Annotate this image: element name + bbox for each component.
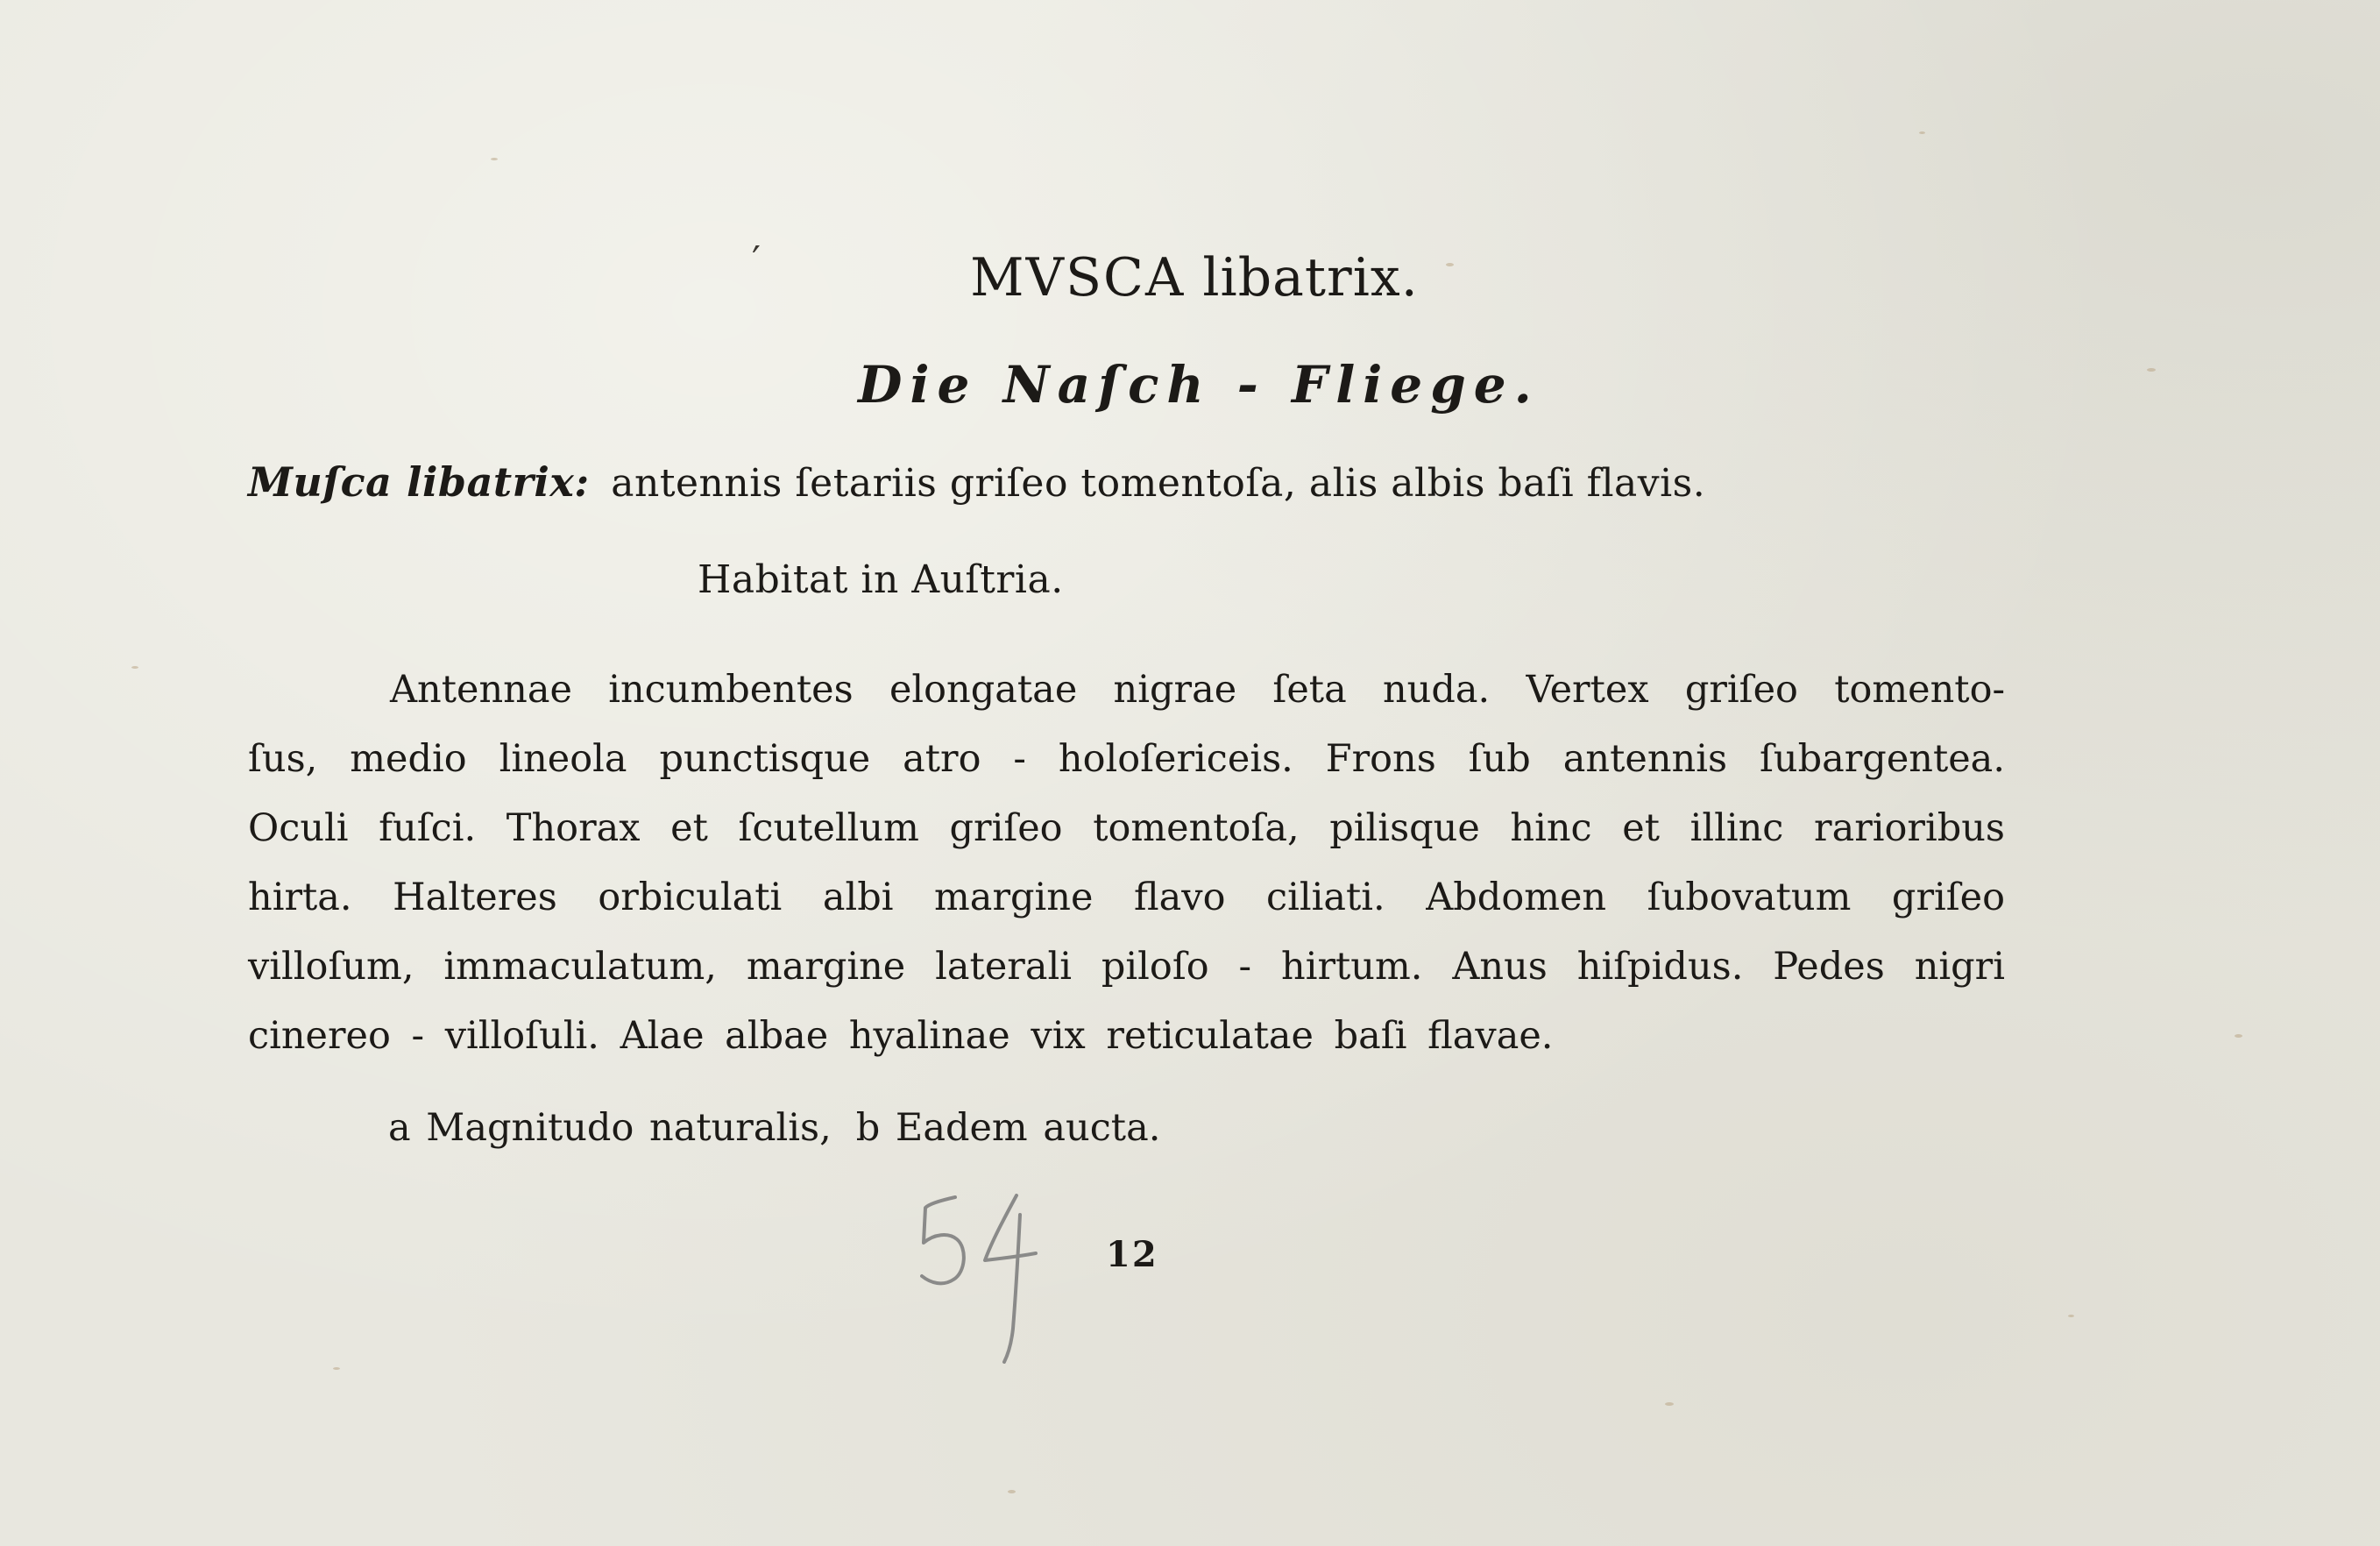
paper-fleck — [2068, 1315, 2074, 1317]
page-number: 12 — [1106, 1234, 1158, 1275]
figure-legend-a: a Magnitudo naturalis, — [388, 1106, 832, 1150]
description-line: Antennae incumbentes elongatae nigrae ſeta nuda. Vertex griſeo tomento- — [390, 668, 2005, 712]
description-line: villoſum, immaculatum, margine laterali piloſo - hirtum. Anus hiſpidus. Pedes nigri — [248, 945, 2005, 989]
species-genus: MVSCA — [970, 247, 1186, 308]
habitat-line: Habitat in Auſtria. — [698, 557, 1064, 602]
paper-fleck — [333, 1367, 340, 1370]
diagnosis-text: antennis ſetariis griſeo tomentoſa, alis albis baſi flavis. — [611, 461, 1706, 506]
description-line: hirta. Halteres orbiculati albi margine flavo ciliati. Abdomen ſubovatum griſeo — [248, 876, 2005, 919]
diagnosis-species-name: Muſca libatrix: — [248, 458, 590, 506]
description-line: cinereo - villoſuli. Alae albae hyalinae vix reticulatae baſi flavae. — [248, 1014, 1554, 1058]
description-line: Oculi fuſci. Thorax et ſcutellum griſeo tomentoſa, pilisque hinc et illinc rarioribus — [248, 806, 2005, 850]
species-epithet: libatrix. — [1202, 247, 1419, 308]
description-paragraph — [248, 656, 2005, 1071]
pencil-annotation — [904, 1188, 1080, 1364]
paper-fleck — [491, 158, 498, 160]
common-name-heading: Die Naſch - Fliege. — [858, 355, 1540, 415]
figure-legend — [388, 1106, 1160, 1150]
figure-legend-b: b Eadem aucta. — [855, 1106, 1161, 1150]
paper-fleck — [1008, 1490, 1016, 1493]
species-title — [0, 247, 2380, 308]
paper-fleck — [1665, 1402, 1674, 1406]
description-line: ſus, medio lineola punctisque atro - holoſericeis. Frons ſub antennis ſubargentea. — [248, 737, 2005, 781]
paper-fleck — [1919, 131, 1925, 134]
paper-fleck — [131, 666, 138, 669]
stray-ink-mark: ′ — [752, 238, 761, 283]
diagnosis-line — [248, 458, 1705, 506]
paper-fleck — [2235, 1034, 2242, 1038]
